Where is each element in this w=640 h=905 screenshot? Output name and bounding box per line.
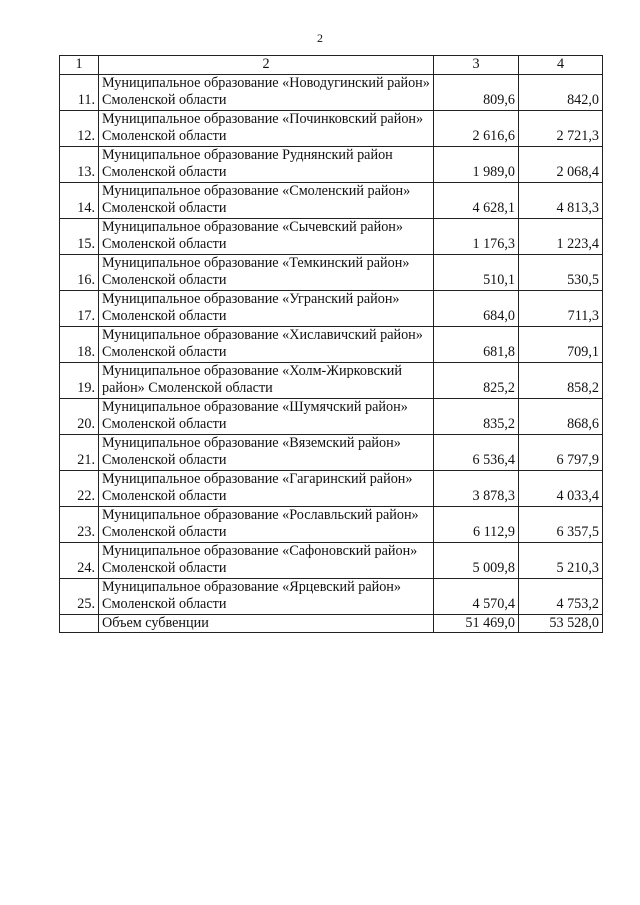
row-number: 16. — [60, 254, 99, 290]
total-value-col4: 53 528,0 — [519, 614, 603, 633]
row-number: 18. — [60, 326, 99, 362]
municipality-name: Муниципальное образование «Новодугинский район» Смоленской области — [99, 74, 434, 110]
row-number: 22. — [60, 470, 99, 506]
table-row — [60, 254, 603, 290]
subvention-table — [59, 55, 603, 633]
row-number: 12. — [60, 110, 99, 146]
value-col3: 3 878,3 — [434, 470, 519, 506]
row-number: 20. — [60, 398, 99, 434]
table-header-row — [60, 56, 603, 75]
table-row — [60, 110, 603, 146]
table-row — [60, 218, 603, 254]
table-row — [60, 506, 603, 542]
row-number: 23. — [60, 506, 99, 542]
value-col3: 6 112,9 — [434, 506, 519, 542]
table-row — [60, 578, 603, 614]
municipality-name: Муниципальное образование «Темкинский район» Смоленской области — [99, 254, 434, 290]
value-col4: 2 068,4 — [519, 146, 603, 182]
value-col3: 809,6 — [434, 74, 519, 110]
table-row — [60, 542, 603, 578]
table-row — [60, 362, 603, 398]
row-number: 24. — [60, 542, 99, 578]
municipality-name: Муниципальное образование «Вяземский район» Смоленской области — [99, 434, 434, 470]
value-col3: 835,2 — [434, 398, 519, 434]
row-number: 15. — [60, 218, 99, 254]
total-label: Объем субвенции — [99, 614, 434, 633]
municipality-name: Муниципальное образование «Хиславичский район» Смоленской области — [99, 326, 434, 362]
value-col4: 858,2 — [519, 362, 603, 398]
row-number: 11. — [60, 74, 99, 110]
value-col4: 4 033,4 — [519, 470, 603, 506]
municipality-name: Муниципальное образование «Сычевский район» Смоленской области — [99, 218, 434, 254]
table-row — [60, 470, 603, 506]
value-col4: 5 210,3 — [519, 542, 603, 578]
value-col4: 868,6 — [519, 398, 603, 434]
municipality-name: Муниципальное образование «Сафоновский район» Смоленской области — [99, 542, 434, 578]
total-num-cell — [60, 614, 99, 633]
value-col4: 711,3 — [519, 290, 603, 326]
value-col3: 1 176,3 — [434, 218, 519, 254]
value-col4: 4 813,3 — [519, 182, 603, 218]
municipality-name: Муниципальное образование «Рославльский район» Смоленской области — [99, 506, 434, 542]
row-number: 14. — [60, 182, 99, 218]
value-col3: 510,1 — [434, 254, 519, 290]
total-value-col3: 51 469,0 — [434, 614, 519, 633]
header-col-2: 2 — [99, 56, 434, 75]
value-col4: 4 753,2 — [519, 578, 603, 614]
value-col3: 825,2 — [434, 362, 519, 398]
table-row — [60, 434, 603, 470]
header-col-3: 3 — [434, 56, 519, 75]
value-col3: 2 616,6 — [434, 110, 519, 146]
row-number: 19. — [60, 362, 99, 398]
page-number: 2 — [317, 31, 323, 45]
value-col3: 681,8 — [434, 326, 519, 362]
row-number: 25. — [60, 578, 99, 614]
value-col3: 4 628,1 — [434, 182, 519, 218]
value-col3: 5 009,8 — [434, 542, 519, 578]
municipality-name: Муниципальное образование «Гагаринский район» Смоленской области — [99, 470, 434, 506]
value-col3: 684,0 — [434, 290, 519, 326]
table-row — [60, 398, 603, 434]
table-row — [60, 74, 603, 110]
total-row — [60, 614, 603, 633]
value-col4: 1 223,4 — [519, 218, 603, 254]
value-col3: 4 570,4 — [434, 578, 519, 614]
header-col-4: 4 — [519, 56, 603, 75]
municipality-name: Муниципальное образование Руднянский район Смоленской области — [99, 146, 434, 182]
row-number: 21. — [60, 434, 99, 470]
row-number: 17. — [60, 290, 99, 326]
table-row — [60, 146, 603, 182]
row-number: 13. — [60, 146, 99, 182]
value-col3: 1 989,0 — [434, 146, 519, 182]
municipality-name: Муниципальное образование «Холм-Жирковский район» Смоленской области — [99, 362, 434, 398]
municipality-name: Муниципальное образование «Починковский район» Смоленской области — [99, 110, 434, 146]
municipality-name: Муниципальное образование «Ярцевский район» Смоленской области — [99, 578, 434, 614]
value-col4: 6 357,5 — [519, 506, 603, 542]
value-col4: 709,1 — [519, 326, 603, 362]
table-row — [60, 326, 603, 362]
header-col-1: 1 — [60, 56, 99, 75]
value-col3: 6 536,4 — [434, 434, 519, 470]
municipality-name: Муниципальное образование «Шумячский район» Смоленской области — [99, 398, 434, 434]
value-col4: 530,5 — [519, 254, 603, 290]
municipality-name: Муниципальное образование «Смоленский район» Смоленской области — [99, 182, 434, 218]
value-col4: 2 721,3 — [519, 110, 603, 146]
table-row — [60, 290, 603, 326]
municipality-name: Муниципальное образование «Угранский район» Смоленской области — [99, 290, 434, 326]
value-col4: 6 797,9 — [519, 434, 603, 470]
table-row — [60, 182, 603, 218]
value-col4: 842,0 — [519, 74, 603, 110]
